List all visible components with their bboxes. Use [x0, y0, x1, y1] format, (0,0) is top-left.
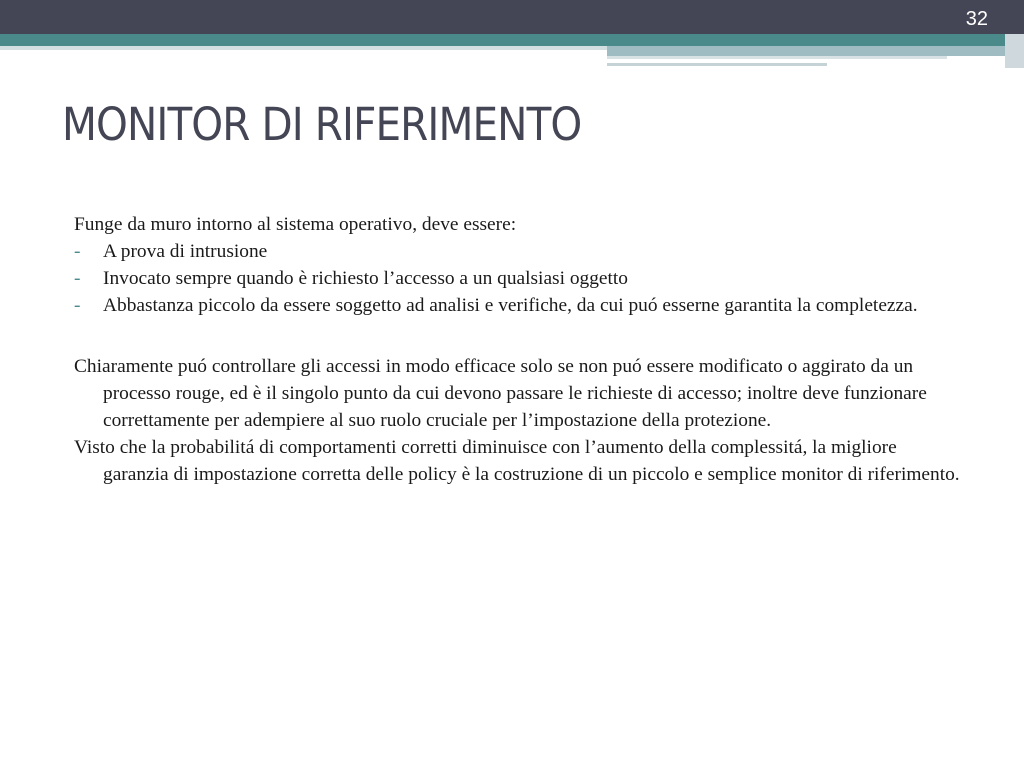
accent-band-right: [1005, 34, 1024, 68]
accent-line: [607, 56, 947, 59]
list-item: [74, 265, 964, 292]
top-bar: [0, 0, 1024, 34]
accent-line: [607, 63, 827, 66]
accent-block: [607, 46, 1005, 56]
spacer: [74, 319, 964, 353]
paragraph: Chiaramente puó controllare gli accessi in modo efficace solo se non puó essere modificato o aggirato da un processo rouge, ed è il singolo punto da cui devono passare le richieste di accesso; inoltre deve funzionare correttamente per adempiere al suo ruolo cruciale per l’impostazione della protezione.: [74, 356, 927, 431]
list-item: [74, 238, 964, 265]
list-item-text: A prova di intrusione: [103, 241, 268, 262]
slide-number: 32: [965, 8, 988, 30]
list-item: [74, 292, 964, 319]
bullet-marker: -: [74, 268, 81, 289]
requirements-list: [74, 238, 964, 319]
list-item-text: Invocato sempre quando è richiesto l’accesso a un qualsiasi oggetto: [103, 268, 628, 289]
accent-band: [0, 34, 1005, 46]
paragraph: Visto che la probabilitá di comportamenti corretti diminuisce con l’aumento della complessitá, la migliore garanzia di impostazione corretta delle policy è la costruzione di un piccolo e semplice monitor di riferimento.: [74, 437, 960, 485]
slide-body: [74, 211, 964, 488]
list-item-text: Abbastanza piccolo da essere soggetto ad analisi e verifiche, da cui puó esserne garantita la completezza.: [103, 295, 918, 316]
bullet-marker: -: [74, 241, 81, 262]
slide-title: MONITOR DI RIFERIMENTO: [62, 98, 582, 151]
intro-text: Funge da muro intorno al sistema operativo, deve essere:: [74, 214, 517, 235]
bullet-marker: -: [74, 295, 81, 316]
